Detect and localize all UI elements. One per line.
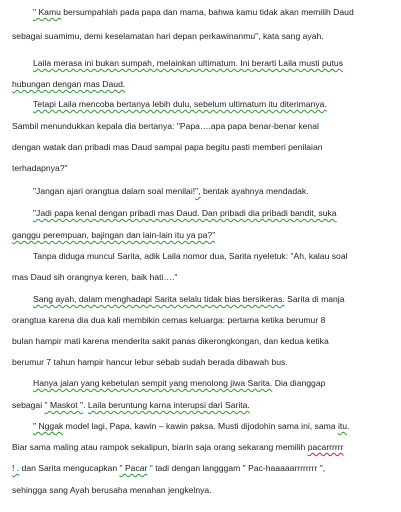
grammar-flagged-text: Laila beruntung karna interupsi dari Sarita. <box>87 400 250 410</box>
text-run: sehingga sang Ayah berusaha menahan jengkelnya. <box>12 485 212 495</box>
text-line <box>12 142 323 153</box>
text-line <box>33 99 327 110</box>
text-line <box>12 336 329 347</box>
text-run: Dia dianggap <box>272 378 326 388</box>
text-run: Tanpa diduga muncul Sarita, adik Laila nomor dua, Sarita nyeletuk: "Ah, kalau soal <box>33 251 348 261</box>
text-run: bulan hampir mati karena menderita sakit panas dikerongkongan, dan kedua ketika <box>12 336 329 346</box>
grammar-flagged-text: " Kamu <box>33 7 61 17</box>
text-run: terhadapnya?" <box>12 163 68 173</box>
grammar-flagged-text: ", <box>195 186 201 196</box>
text-run: . <box>347 421 350 431</box>
text-run: sebagai <box>12 400 45 410</box>
grammar-flagged-text: Sang ayah, dalam menghadapi Sarita selalu tidak bias bersikeras. <box>33 294 285 304</box>
text-line <box>33 251 348 262</box>
text-run: sebagai suamimu, demi keselamatan hari depan perkawinanmu", kata sang ayah. <box>12 31 324 41</box>
grammar-flagged-text: " Nggak <box>33 421 64 431</box>
text-run: Sambil menundukkan kepala dia bertanya: "Papa….apa papa benar-benar kenal <box>12 121 319 131</box>
text-line <box>33 58 343 69</box>
grammar-flagged-text: Hanya jalan yang kebetulan sempit yang menolong jiwa Sarita. <box>33 378 273 388</box>
text-line <box>12 442 344 453</box>
text-run: dengan watak dan pribadi mas Daud sampai papa begitu pasti memberi penilaian <box>12 142 323 152</box>
text-line <box>12 272 177 283</box>
text-run: bentak ayahnya mendadak. <box>200 186 309 196</box>
text-line <box>12 79 125 90</box>
text-line <box>33 208 337 219</box>
grammar-flagged-text: Tetapi Laila mencoba bertanya lebih dulu, sebelum ultimatum itu diterimanya. <box>33 99 327 109</box>
grammar-flagged-text: " Pacar <box>119 463 148 473</box>
text-run: Biar sama maling atau rampok sekalipun, biarin saja orang sekarang memilih <box>12 442 308 452</box>
text-line <box>33 7 354 18</box>
text-run: model lagi, Papa, kawin – kawin paksa. Musti dijodohin sama ini, sama <box>63 421 338 431</box>
text-run: " tadi dengan langggam " Pac-haaaaarrrrrrrr ", <box>147 463 326 473</box>
text-line <box>12 121 319 132</box>
text-run: Sarita di manja <box>284 294 345 304</box>
text-line <box>12 463 325 474</box>
text-line <box>12 315 325 326</box>
text-line <box>12 163 68 174</box>
text-run: orangtua karena dia dua kali membikin cemas keluarga: pertama ketika berumur 8 <box>12 315 326 325</box>
text-run: "Jangan ajari orangtua dalam soal menilai! <box>33 186 196 196</box>
text-line <box>12 31 324 42</box>
text-run: berumur 7 tahun hampir hancur lebur sebab sudah berada dibawah bus. <box>12 357 288 367</box>
text-run: mas Daud sih orangnya keren, baik hati…." <box>12 272 178 282</box>
grammar-flagged-text: ! . <box>12 463 20 473</box>
text-line <box>33 421 349 432</box>
spelling-flagged-text: pacarrrrrr <box>307 442 344 452</box>
grammar-flagged-text: ganggu perempuan, bajingan dan lain-lain itu ya pa?" <box>12 230 216 240</box>
text-line <box>33 186 309 197</box>
text-line <box>12 230 215 241</box>
grammar-flagged-text: Laila merasa ini bukan sumpah, melainkan ultimatum. Ini berarti Laila musti putus <box>33 58 344 68</box>
grammar-flagged-text: "Jadi papa kenal dengan pribadi mas Daud. Dan pribadi dia pribadi bandit, suka <box>33 208 337 218</box>
grammar-flagged-text: itu <box>337 421 348 431</box>
text-run: . <box>83 400 88 410</box>
grammar-flagged-text: hubungan dengan mas Daud. <box>12 79 126 89</box>
text-run: bersumpahlah pada papa dan mama, bahwa kamu tidak akan memilih Daud <box>60 7 354 17</box>
text-run: dan Sarita mengucapkan <box>19 463 120 473</box>
text-line <box>33 378 325 389</box>
grammar-flagged-text: " Maskot " <box>44 400 84 410</box>
text-line <box>12 400 250 411</box>
text-line <box>33 294 344 305</box>
text-line <box>12 357 288 368</box>
text-line <box>12 485 212 496</box>
